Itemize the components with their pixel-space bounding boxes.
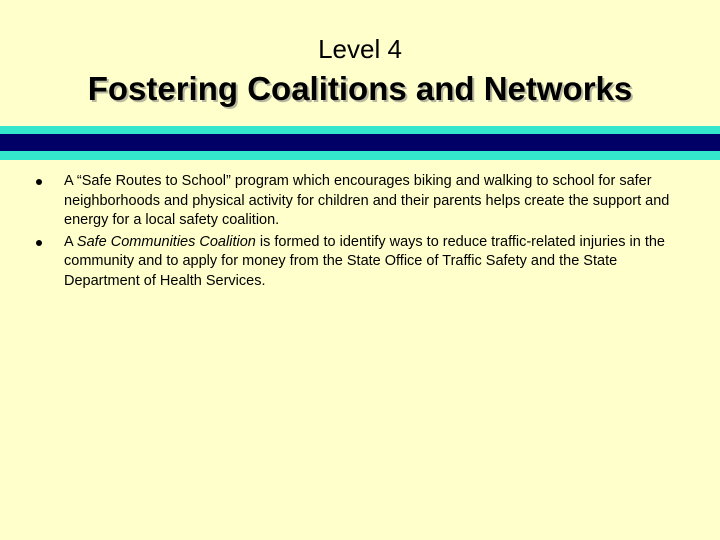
bullet-dot-icon (36, 240, 42, 246)
bullet-text: A “Safe Routes to School” program which encourages biking and walking to school for safer neighborhoods and physical activity for children and their parents helps create the support and energy for a local safety coalition. (64, 173, 670, 228)
bullet-dot-icon (36, 179, 42, 185)
divider-band-top (0, 126, 720, 134)
bullet-text-prefix: A (64, 233, 77, 250)
slide-title: Fostering Coalitions and Networks (87, 70, 633, 107)
bullet-list (36, 172, 686, 293)
bullet-text-emphasis: Safe Communities Coalition (76, 233, 256, 250)
divider-band-middle (0, 134, 720, 151)
bullet-text-suffix: is formed to identify ways to reduce traffic-related injuries in the community and to apply for money from the State Office of Traffic Safety and the State Department of Health Services. (64, 233, 665, 289)
bullet-item (36, 233, 686, 292)
divider-band-bottom (0, 151, 720, 160)
slide-subtitle: Level 4 (318, 34, 402, 64)
bullet-item (36, 172, 686, 231)
